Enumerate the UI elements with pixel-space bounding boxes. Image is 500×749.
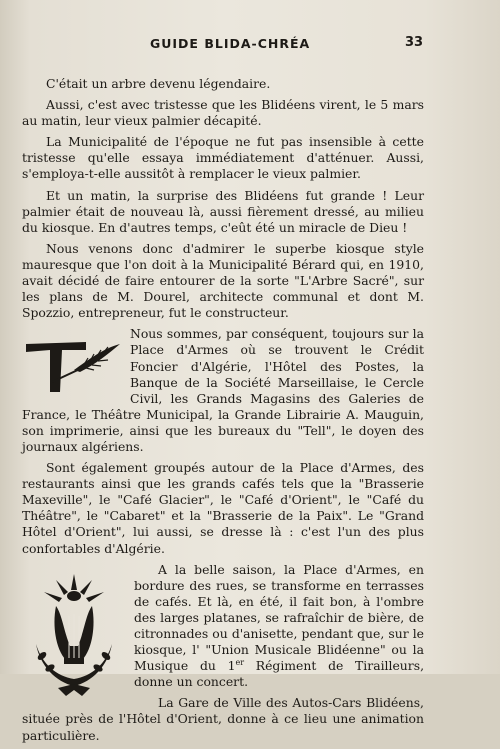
paragraph-5: Nous venons donc d'admirer le superbe kiosque style mauresque que l'on doit à la Municipalité Bérard qui, en 1910, avait décidé de faire entourer de la sorte "L'Arbre Sacré", sur les plans de M. Dourel, architecte communal et dont M. Spozzio, entrepreneur, fut le constructeur.: [22, 240, 424, 321]
t-quill-ornament-icon: [22, 330, 122, 400]
paragraph-7: Sont également groupés autour de la Place d'Armes, des restaurants ainsi que les grands cafés tels que la "Brasserie Maxeville", le "Café Glacier", le "Café d'Orient", le "Café du Théâtre", le "Cabaret" et la "Brasserie de la Paix". Le "Grand Hôtel d'Orient", lui aussi, se dresse là : c'est l'un des plus confortables d'Algérie.: [22, 460, 424, 556]
running-header: [0, 36, 500, 52]
body-text: [22, 76, 424, 749]
paragraph-9: La Gare de Ville des Autos-Cars Blidéens, située près de l'Hôtel d'Orient, donne à ce lieu une animation particulière.: [22, 695, 424, 743]
paragraph-8-text: A la belle saison, la Place d'Armes, en bordure des rues, se transforme en terrasses de cafés. Et là, en été, il fait bon, à l'ombre des larges platanes, se rafraîchir de bière, de citronnades ou d'anisette, pendant que, sur le kiosque, l' "Union Musicale Blidéenne" ou la Musique du 1: [134, 561, 424, 674]
paragraph-1: C'était un arbre devenu légendaire.: [46, 76, 271, 91]
paragraph-6: Nous sommes, par conséquent, toujours sur la Place d'Armes où se trouvent le Crédit Foncier d'Algérie, l'Hôtel des Postes, la Banque de la Société Marseillaise, le Cercle Civil, les Grands Magasins des Galeries de France, le Théâtre Municipal, la Grande Librairie A. Mauguin, son imprimerie, ainsi que les bureaux du "Tell", le doyen des journaux algériens.: [22, 326, 424, 454]
page-number: 33: [405, 35, 424, 50]
paragraph-4: Et un matin, la surprise des Blidéens fut grande ! Leur palmier était de nouveau là, aussi fièrement dressé, au milieu du kiosque. En d'autres temps, c'eût été un miracle de Dieu !: [22, 187, 424, 235]
ordinal-suffix: er: [235, 658, 245, 668]
paragraph-2: Aussi, c'est avec tristesse que les Blidéens virent, le 5 mars au matin, leur vieux palmier décapité.: [22, 97, 424, 129]
paragraph-3: La Municipalité de l'époque ne fut pas insensible à cette tristesse qu'elle essaya immédiatement d'atténuer. Aussi, s'employa-t-elle aussitôt à remplacer le vieux palmier.: [22, 134, 424, 182]
header-title: GUIDE BLIDA-CHRÉA: [150, 36, 311, 51]
lyre-ornament-icon: [22, 566, 126, 704]
paragraph-8-end: Régiment de Tirailleurs, donne un concert.: [134, 658, 425, 690]
